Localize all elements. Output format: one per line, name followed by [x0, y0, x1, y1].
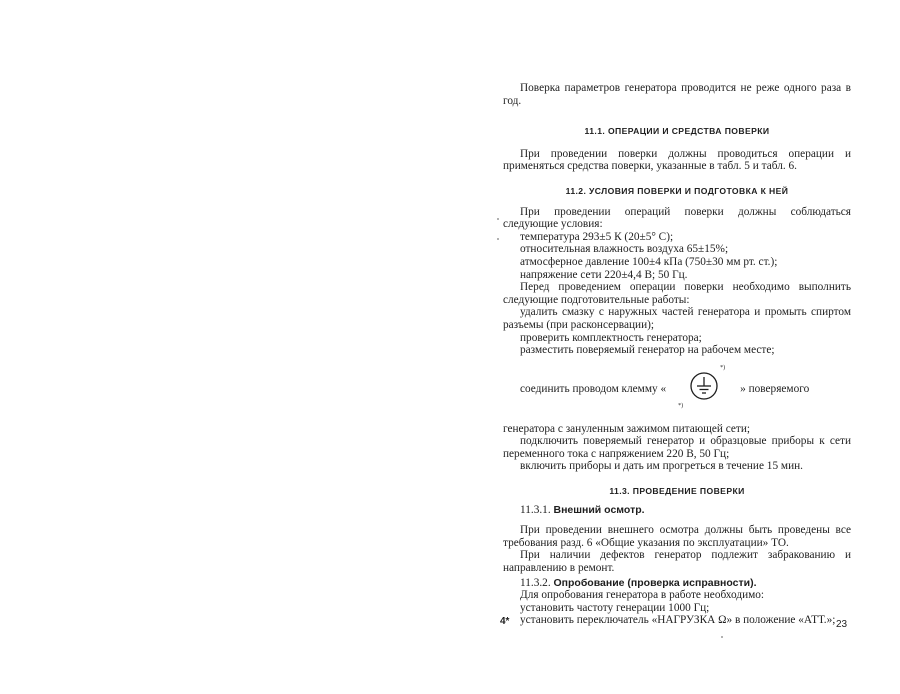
conditions-intro: При проведении операций поверки должны соблюдаться следующие условия:: [503, 205, 851, 231]
ground-continue: генератора с зануленным зажимом питающей сети;: [503, 422, 751, 435]
subsection-11-3-1: [503, 504, 851, 517]
signature-mark: 4*: [500, 616, 510, 627]
subsection-11-3-2-number: 11.3.2.: [520, 576, 551, 589]
condition-temperature: температура 293±5 К (20±5° С);: [520, 230, 674, 243]
prep-item-place: разместить поверяемый генератор на рабочем месте;: [520, 344, 775, 357]
section-11-1-heading: 11.1. ОПЕРАЦИИ И СРЕДСТВА ПОВЕРКИ: [584, 126, 770, 137]
subsection-11-3-1-number: 11.3.1.: [520, 503, 551, 516]
testing-intro: Для опробования генератора в работе необходимо:: [520, 589, 765, 602]
inspection-paragraph: При проведении внешнего осмотра должны быть проведены все требования разд. 6 «Общие указания по эксплуатации» ТО.: [503, 524, 851, 549]
testing-item-frequency: установить частоту генерации 1000 Гц;: [520, 601, 710, 614]
prep-item-check: проверить комплектность генератора;: [520, 331, 702, 344]
condition-pressure: атмосферное давление 100±4 кПа (750±30 мм рт. ст.);: [520, 255, 778, 268]
section-11-3-heading: 11.3. ПРОВЕДЕНИЕ ПОВЕРКИ: [609, 486, 745, 497]
condition-voltage: напряжение сети 220±4,4 В; 50 Гц.: [520, 268, 688, 281]
scan-speck: [497, 238, 499, 240]
document-page: [503, 82, 851, 627]
condition-humidity: относительная влажность воздуха 65±15%;: [520, 243, 729, 256]
ground-mark-top: *): [720, 364, 726, 371]
ground-text-after: » поверяемого: [740, 383, 810, 396]
page-number: 23: [836, 619, 848, 630]
prep-item-clean: удалить смазку с наружных частей генератора и промыть спиртом разъемы (при расконсервации);: [503, 306, 851, 331]
intro-paragraph: Поверка параметров генератора проводится не реже одного раза в год.: [503, 82, 851, 107]
ground-text-before: соединить проводом клемму «: [520, 383, 667, 396]
testing-item-switch: установить переключатель «НАГРУЗКА Ω» в положение «АТТ.»;: [520, 614, 836, 627]
ground-terminal-icon: [678, 364, 726, 409]
subsection-11-3-2-title: Опробование (проверка исправности).: [553, 576, 757, 589]
scan-speck: [497, 218, 499, 220]
subsection-11-3-1-title: Внешний осмотр.: [553, 503, 645, 516]
final-item-warmup: включить приборы и дать им прогреться в течение 15 мин.: [520, 460, 803, 473]
scan-speck: [721, 636, 723, 638]
subsection-11-3-2: [503, 577, 851, 590]
section-11-2-heading: 11.2. УСЛОВИЯ ПОВЕРКИ И ПОДГОТОВКА К НЕЙ: [565, 185, 789, 196]
defects-paragraph: При наличии дефектов генератор подлежит забракованию и направлению в ремонт.: [503, 549, 851, 575]
ground-terminal-line: [503, 364, 851, 411]
final-item-connect: подключить поверяемый генератор и образцовые приборы к сети переменного тока с напряжением 220 В, 50 Гц;: [503, 435, 851, 460]
prep-intro: Перед проведением операции поверки необходимо выполнить следующие подготовительные работы:: [503, 281, 851, 306]
ground-mark-bottom: *): [678, 402, 684, 409]
section-11-1-text: При проведении поверки должны проводиться операции и применяться средства поверки, указанные в табл. 5 и табл. 6.: [503, 147, 851, 173]
